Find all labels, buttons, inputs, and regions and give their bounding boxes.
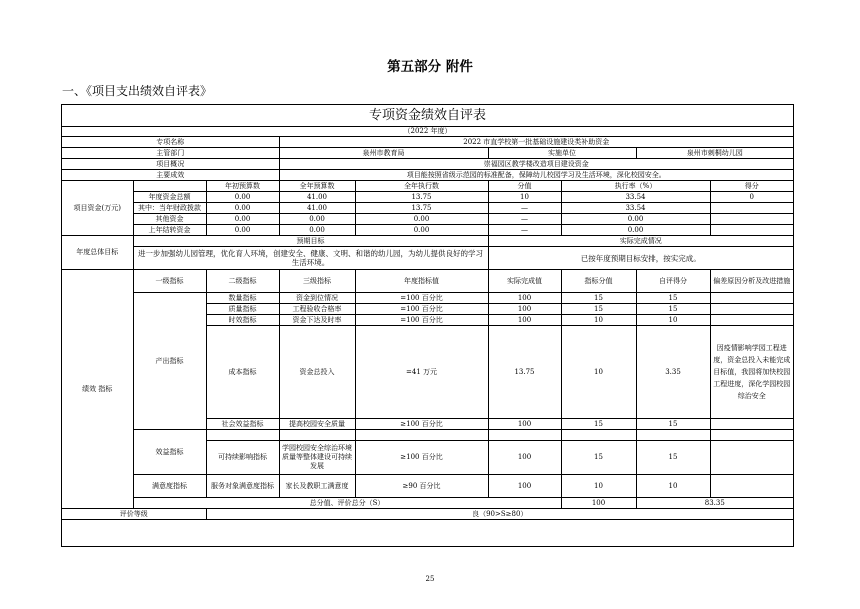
funds-header-annual: 全年预算数 (279, 181, 355, 192)
perf-l3 (279, 430, 355, 441)
perf-score: 15 (636, 419, 710, 430)
perf-header-row (62, 270, 793, 293)
funds-header-blank (133, 181, 206, 192)
table-title: 专项资金绩效自评表 (62, 105, 793, 127)
results-row (62, 170, 793, 181)
fund-name: 其中：当年财政拨款 (133, 203, 206, 214)
dept-value: 泉州市教育局 (279, 148, 488, 159)
dept-label: 主管部门 (62, 148, 279, 159)
fund-name: 年度资金总额 (133, 192, 206, 203)
perf-actual: 100 (488, 475, 561, 498)
perf-header-actual: 实际完成值 (488, 270, 561, 293)
perf-target: =41 万元 (355, 326, 488, 419)
perf-note: 因疫情影响学园工程进度，资金总投入未能完成目标值，我园将加快校园工程进度，深化学园校园综治安全 (710, 326, 793, 419)
goal-actual: 已按年度预期目标安排，按实完成。 (488, 247, 793, 270)
perf-target: =100 百分比 (355, 315, 488, 326)
fund-annual: 41.00 (279, 203, 355, 214)
overview-row (62, 159, 793, 170)
perf-l2: 服务对象满意度指标 (206, 475, 279, 498)
impl-value: 泉州市刺桐幼儿园 (636, 148, 793, 159)
perf-note (710, 441, 793, 475)
fund-name: 上年结转资金 (133, 225, 206, 236)
perf-l3: 工程验收合格率 (279, 304, 355, 315)
perf-l2: 成本指标 (206, 326, 279, 419)
fund-initial: 0.00 (206, 214, 279, 225)
year-row (62, 126, 793, 137)
perf-actual (488, 430, 561, 441)
perf-target (355, 430, 488, 441)
fund-executed: 13.75 (355, 203, 488, 214)
perf-score: 15 (636, 441, 710, 475)
perf-weight: 10 (561, 475, 636, 498)
funds-row (62, 214, 793, 225)
funds-label: 项目资金(万元) (62, 181, 133, 236)
funds-header-row (62, 181, 793, 192)
fund-executed: 0.00 (355, 225, 488, 236)
funds-row (62, 192, 793, 203)
perf-header-note: 偏差原因分析及改进措施 (710, 270, 793, 293)
perf-l2: 质量指标 (206, 304, 279, 315)
section-heading: 一、《项目支出绩效自评表》 (62, 84, 213, 98)
funds-header-rate: 执行率（%） (561, 181, 710, 192)
perf-header-target: 年度指标值 (355, 270, 488, 293)
perf-note (710, 475, 793, 498)
fund-name: 其他资金 (133, 214, 206, 225)
evaluation-table (61, 104, 794, 547)
perf-weight: 15 (561, 293, 636, 304)
perf-actual: 100 (488, 315, 561, 326)
fund-annual: 0.00 (279, 225, 355, 236)
perf-weight: 15 (561, 304, 636, 315)
perf-score: 15 (636, 304, 710, 315)
funds-header-executed: 全年执行数 (355, 181, 488, 192)
goal-actual-header: 实际完成情况 (488, 236, 793, 247)
fund-weight: — (488, 214, 561, 225)
fund-rate: 33.54 (561, 203, 710, 214)
perf-actual: 100 (488, 304, 561, 315)
rating-row (62, 509, 793, 520)
perf-weight: 10 (561, 315, 636, 326)
perf-l3: 资金总投入 (279, 326, 355, 419)
perf-l3: 提高校园安全质量 (279, 419, 355, 430)
results-label: 主要成效 (62, 170, 279, 181)
perf-header-score: 自评得分 (636, 270, 710, 293)
perf-label: 绩效 指标 (62, 270, 133, 509)
goal-expected: 进一步加强幼儿园管理，优化育人环境，创建安全、健康、文明、和谐的幼儿园，为幼儿提供良好的学习生活环境。 (133, 247, 488, 270)
perf-row (62, 430, 793, 441)
perf-score: 15 (636, 293, 710, 304)
satisfaction-label: 满意度指标 (133, 475, 206, 498)
fund-rate: 0.00 (561, 214, 710, 225)
perf-l2: 社会效益指标 (206, 419, 279, 430)
perf-row (62, 293, 793, 304)
perf-l2: 数量指标 (206, 293, 279, 304)
perf-l3: 学园校园安全综治环境质量等整体建设可持续发展 (279, 441, 355, 475)
fund-score (710, 203, 793, 214)
fund-rate: 33.54 (561, 192, 710, 203)
perf-header-weight: 指标分值 (561, 270, 636, 293)
perf-target: =100 百分比 (355, 293, 488, 304)
perf-l3: 资金到位情况 (279, 293, 355, 304)
perf-weight: 15 (561, 441, 636, 475)
perf-header-l3: 三级指标 (279, 270, 355, 293)
rating-label: 评价等级 (62, 509, 206, 520)
perf-actual: 100 (488, 293, 561, 304)
perf-header-l2: 二级指标 (206, 270, 279, 293)
table-year: （2022 年度） (62, 126, 793, 137)
perf-actual: 100 (488, 441, 561, 475)
perf-row (62, 475, 793, 498)
perf-note (710, 315, 793, 326)
perf-score: 10 (636, 475, 710, 498)
perf-target: ≥90 百分比 (355, 475, 488, 498)
fund-annual: 41.00 (279, 192, 355, 203)
fund-weight: 10 (488, 192, 561, 203)
benefit-label: 效益指标 (133, 430, 206, 475)
funds-header-score: 得分 (710, 181, 793, 192)
fund-weight: — (488, 225, 561, 236)
perf-weight: 15 (561, 419, 636, 430)
fund-rate: 0.00 (561, 225, 710, 236)
fund-score: 0 (710, 192, 793, 203)
fund-initial: 0.00 (206, 225, 279, 236)
project-name-row (62, 137, 793, 148)
perf-actual: 100 (488, 419, 561, 430)
funds-row (62, 203, 793, 214)
perf-target: ≥100 百分比 (355, 441, 488, 475)
perf-score (636, 430, 710, 441)
perf-note (710, 293, 793, 304)
project-name-value: 2022 市直学校第一批基础设施建设类补助资金 (279, 137, 793, 148)
perf-target: =100 百分比 (355, 304, 488, 315)
overview-label: 项目概况 (62, 159, 279, 170)
goal-header-row (62, 236, 793, 247)
fund-score (710, 214, 793, 225)
funds-row (62, 225, 793, 236)
perf-actual: 13.75 (488, 326, 561, 419)
fund-initial: 0.00 (206, 192, 279, 203)
total-label: 总分值、评价总分（S） (133, 498, 561, 509)
perf-header-l1: 一级指标 (133, 270, 206, 293)
overview-value: 崇福园区教学楼改造项目建设资金 (279, 159, 793, 170)
perf-l2: 可持续影响指标 (206, 441, 279, 475)
total-score: 83.35 (636, 498, 793, 509)
fund-executed: 13.75 (355, 192, 488, 203)
project-name-label: 专项名称 (62, 137, 279, 148)
goal-label: 年度总体目标 (62, 236, 133, 270)
results-value: 项目能按照省级示范园的标准配备，保障幼儿校园学习及生活环境，深化校园安全。 (279, 170, 793, 181)
page-number: 25 (425, 575, 435, 583)
impl-label: 实施单位 (488, 148, 636, 159)
funds-header-initial: 年初预算数 (206, 181, 279, 192)
perf-score: 10 (636, 315, 710, 326)
perf-l3: 资金下达及时率 (279, 315, 355, 326)
department-row (62, 148, 793, 159)
funds-header-weight: 分值 (488, 181, 561, 192)
goal-content-row (62, 247, 793, 270)
goal-expected-header: 预期目标 (133, 236, 488, 247)
fund-weight: — (488, 203, 561, 214)
part-title: 第五部分 附件 (387, 59, 473, 75)
total-row (62, 498, 793, 509)
perf-weight (561, 430, 636, 441)
fund-score (710, 225, 793, 236)
perf-target: ≥100 百分比 (355, 419, 488, 430)
perf-score: 3.35 (636, 326, 710, 419)
perf-note (710, 430, 793, 441)
total-weight: 100 (561, 498, 636, 509)
evaluation-grid (62, 126, 793, 520)
perf-l2 (206, 430, 279, 441)
output-label: 产出指标 (133, 293, 206, 430)
perf-weight: 10 (561, 326, 636, 419)
fund-annual: 0.00 (279, 214, 355, 225)
rating-value: 良（90>S≥80） (206, 509, 793, 520)
perf-note (710, 419, 793, 430)
perf-note (710, 304, 793, 315)
perf-l2: 时效指标 (206, 315, 279, 326)
fund-executed: 0.00 (355, 214, 488, 225)
fund-initial: 0.00 (206, 203, 279, 214)
perf-l3: 家长及教职工满意度 (279, 475, 355, 498)
